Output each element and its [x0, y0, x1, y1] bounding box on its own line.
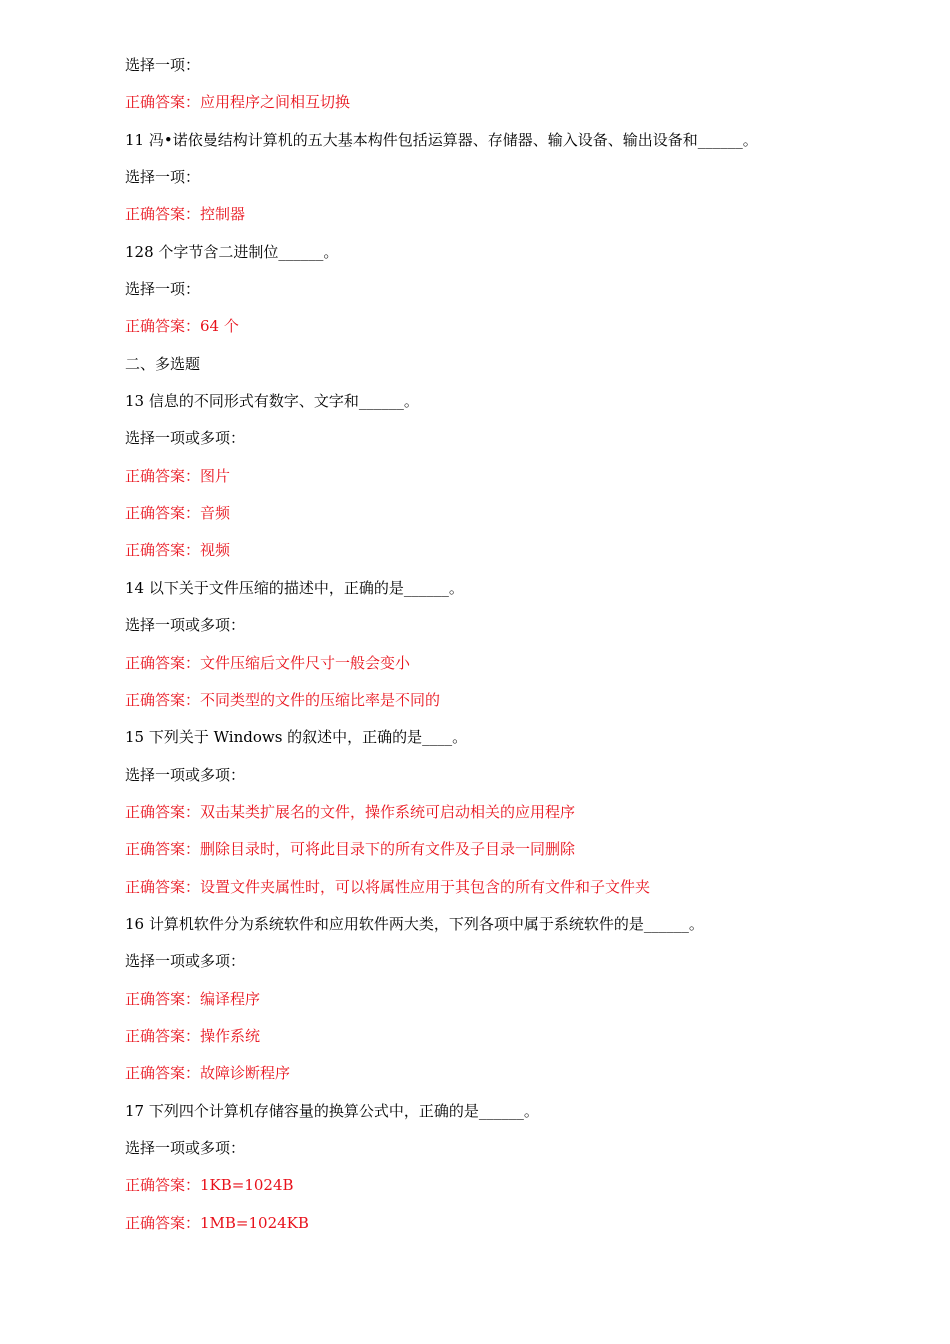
document-body: [125, 52, 925, 1247]
prompt-select-one: 选择一项：: [125, 168, 201, 187]
question-13: 13 信息的不同形式有数字、文字和______。: [125, 392, 419, 411]
question-15: 15 下列关于 Windows 的叙述中，正确的是____。: [125, 728, 468, 747]
prompt-select-one: 选择一项：: [125, 280, 201, 299]
prompt-select-multiple: 选择一项或多项：: [125, 616, 246, 635]
correct-answer: 正确答案：删除目录时，可将此目录下的所有文件及子目录一同删除: [125, 840, 576, 859]
correct-answer: 正确答案：64 个: [125, 317, 239, 336]
correct-answer: 正确答案：音频: [125, 504, 231, 523]
correct-answer: 正确答案：1KB=1024B: [125, 1176, 294, 1195]
prompt-select-multiple: 选择一项或多项：: [125, 429, 246, 448]
correct-answer: 正确答案：设置文件夹属性时，可以将属性应用于其包含的所有文件和子文件夹: [125, 877, 651, 896]
question-12: 128 个字节含二进制位______。: [125, 242, 339, 261]
section-heading-multiple-choice: 二、多选题: [125, 354, 201, 373]
correct-answer: 正确答案：不同类型的文件的压缩比率是不同的: [125, 690, 441, 709]
correct-answer: 正确答案：1MB=1024KB: [125, 1213, 309, 1232]
correct-answer: 正确答案：控制器: [125, 205, 246, 224]
correct-answer: 正确答案：故障诊断程序: [125, 1064, 291, 1083]
question-17: 17 下列四个计算机存储容量的换算公式中，正确的是______。: [125, 1101, 539, 1120]
prompt-select-multiple: 选择一项或多项：: [125, 1138, 246, 1157]
prompt-select-multiple: 选择一项或多项：: [125, 952, 246, 971]
correct-answer: 正确答案：编译程序: [125, 989, 261, 1008]
correct-answer: 正确答案：双击某类扩展名的文件，操作系统可启动相关的应用程序: [125, 802, 576, 821]
question-14: 14 以下关于文件压缩的描述中，正确的是______。: [125, 578, 464, 597]
correct-answer: 正确答案：视频: [125, 541, 231, 560]
question-11: 11 冯•诺依曼结构计算机的五大基本构件包括运算器、存储器、输入设备、输出设备和______。: [125, 130, 758, 149]
prompt-select-one: 选择一项：: [125, 56, 201, 74]
question-16: 16 计算机软件分为系统软件和应用软件两大类，下列各项中属于系统软件的是______。: [125, 914, 704, 933]
prompt-select-multiple: 选择一项或多项：: [125, 765, 246, 784]
correct-answer: 正确答案：操作系统: [125, 1026, 261, 1045]
correct-answer: 正确答案：文件压缩后文件尺寸一般会变小: [125, 653, 411, 672]
correct-answer: 正确答案：图片: [125, 466, 231, 485]
correct-answer: 正确答案：应用程序之间相互切换: [125, 93, 351, 112]
